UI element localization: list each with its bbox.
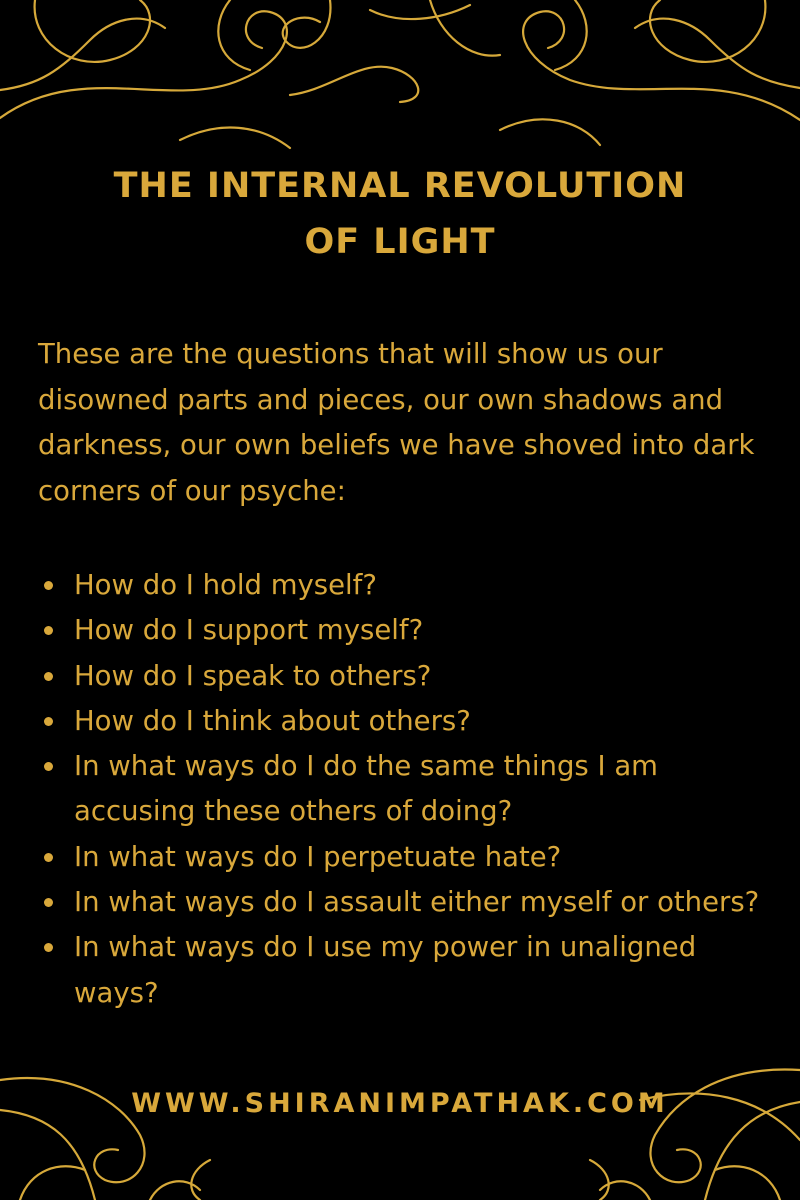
intro-paragraph: These are the questions that will show us our disowned parts and pieces, our own shadows and darkness, our own beliefs we have shoved into dark corners of our psyche: bbox=[38, 338, 755, 507]
bullet-icon bbox=[44, 717, 53, 726]
bullet-icon bbox=[44, 853, 53, 862]
bullet-icon bbox=[44, 943, 53, 952]
title-line-2: OF LIGHT bbox=[304, 222, 496, 262]
list-item bbox=[32, 835, 772, 880]
poster-title bbox=[0, 158, 800, 270]
question-text: In what ways do I perpetuate hate? bbox=[74, 840, 562, 873]
bullet-icon bbox=[44, 762, 53, 771]
list-item bbox=[32, 654, 772, 699]
list-item bbox=[32, 744, 772, 835]
question-list bbox=[32, 563, 772, 1016]
title-line-1: THE INTERNAL REVOLUTION bbox=[113, 166, 687, 206]
list-item bbox=[32, 699, 772, 744]
list-item bbox=[32, 925, 772, 1016]
list-item bbox=[32, 608, 772, 653]
list-item bbox=[32, 563, 772, 608]
bullet-icon bbox=[44, 672, 53, 681]
list-item bbox=[32, 880, 772, 925]
top-flourish-ornament bbox=[0, 0, 800, 150]
question-text: In what ways do I do the same things I am accusing these others of doing? bbox=[74, 750, 658, 828]
bullet-icon bbox=[44, 898, 53, 907]
question-text: In what ways do I use my power in unaligned ways? bbox=[74, 931, 697, 1009]
bullet-icon bbox=[44, 581, 53, 590]
website-url: WWW.SHIRANIMPATHAK.COM bbox=[131, 1088, 669, 1119]
bottom-flourish-ornament bbox=[0, 1040, 800, 1200]
question-text: How do I speak to others? bbox=[74, 659, 432, 692]
question-text: How do I support myself? bbox=[74, 614, 424, 647]
question-text: In what ways do I assault either myself or others? bbox=[74, 886, 760, 919]
bullet-icon bbox=[44, 626, 53, 635]
question-text: How do I hold myself? bbox=[74, 569, 377, 601]
question-text: How do I think about others? bbox=[74, 704, 471, 737]
